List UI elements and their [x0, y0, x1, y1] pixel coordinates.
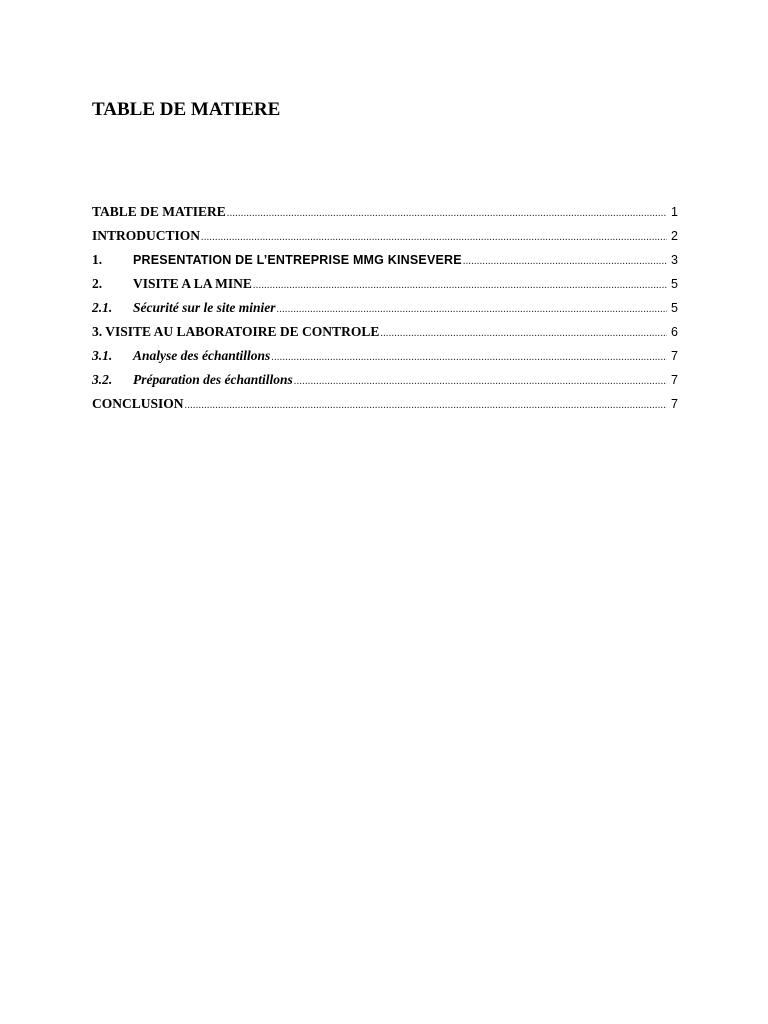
toc-entry-title: VISITE A LA MINE [133, 276, 252, 291]
toc-dot-leader [227, 202, 667, 226]
toc-dot-leader [185, 394, 667, 418]
toc-entry-number: 3.1. [92, 348, 113, 363]
toc-page-number: 7 [671, 397, 678, 411]
toc-entry-title: PRESENTATION DE L’ENTREPRISE MMG KINSEVERE [133, 253, 462, 267]
toc-dot-leader [253, 274, 667, 298]
toc-dot-leader [271, 346, 667, 370]
toc-entry-title: Sécurité sur le site minier [133, 300, 276, 315]
toc-page-number: 7 [671, 373, 678, 387]
toc-entry-title: 3. VISITE AU LABORATOIRE DE CONTROLE [92, 324, 380, 339]
toc-entry[interactable] [92, 272, 678, 296]
toc-page-number: 3 [671, 253, 678, 267]
toc-entry[interactable] [92, 344, 678, 368]
toc-page-number: 2 [671, 229, 678, 243]
toc-entry[interactable] [92, 248, 678, 272]
toc-entry-number: 3.2. [92, 372, 113, 387]
toc-entry-title: Analyse des échantillons [133, 348, 271, 363]
table-of-contents [92, 200, 678, 416]
toc-entry-title: TABLE DE MATIERE [92, 204, 226, 219]
toc-dot-leader [294, 370, 667, 394]
toc-entry-title: CONCLUSION [92, 396, 184, 411]
toc-page-number: 7 [671, 349, 678, 363]
toc-entry[interactable] [92, 200, 678, 224]
toc-entry-title: Préparation des échantillons [133, 372, 293, 387]
toc-entry[interactable] [92, 320, 678, 344]
toc-entry[interactable] [92, 224, 678, 248]
toc-entry-title: INTRODUCTION [92, 228, 201, 243]
toc-page-number: 5 [671, 301, 678, 315]
toc-entry[interactable] [92, 368, 678, 392]
toc-entry[interactable] [92, 392, 678, 416]
toc-entry-number: 2.1. [92, 300, 113, 315]
page-title: TABLE DE MATIERE [92, 99, 281, 120]
toc-entry-number: 2. [92, 276, 103, 291]
toc-dot-leader [277, 298, 667, 322]
toc-page-number: 1 [671, 205, 678, 219]
toc-entry[interactable] [92, 296, 678, 320]
toc-dot-leader [380, 322, 667, 346]
toc-dot-leader [201, 226, 667, 250]
toc-page-number: 6 [671, 325, 678, 339]
toc-page-number: 5 [671, 277, 678, 291]
toc-entry-number: 1. [92, 252, 103, 267]
toc-dot-leader [463, 250, 667, 274]
